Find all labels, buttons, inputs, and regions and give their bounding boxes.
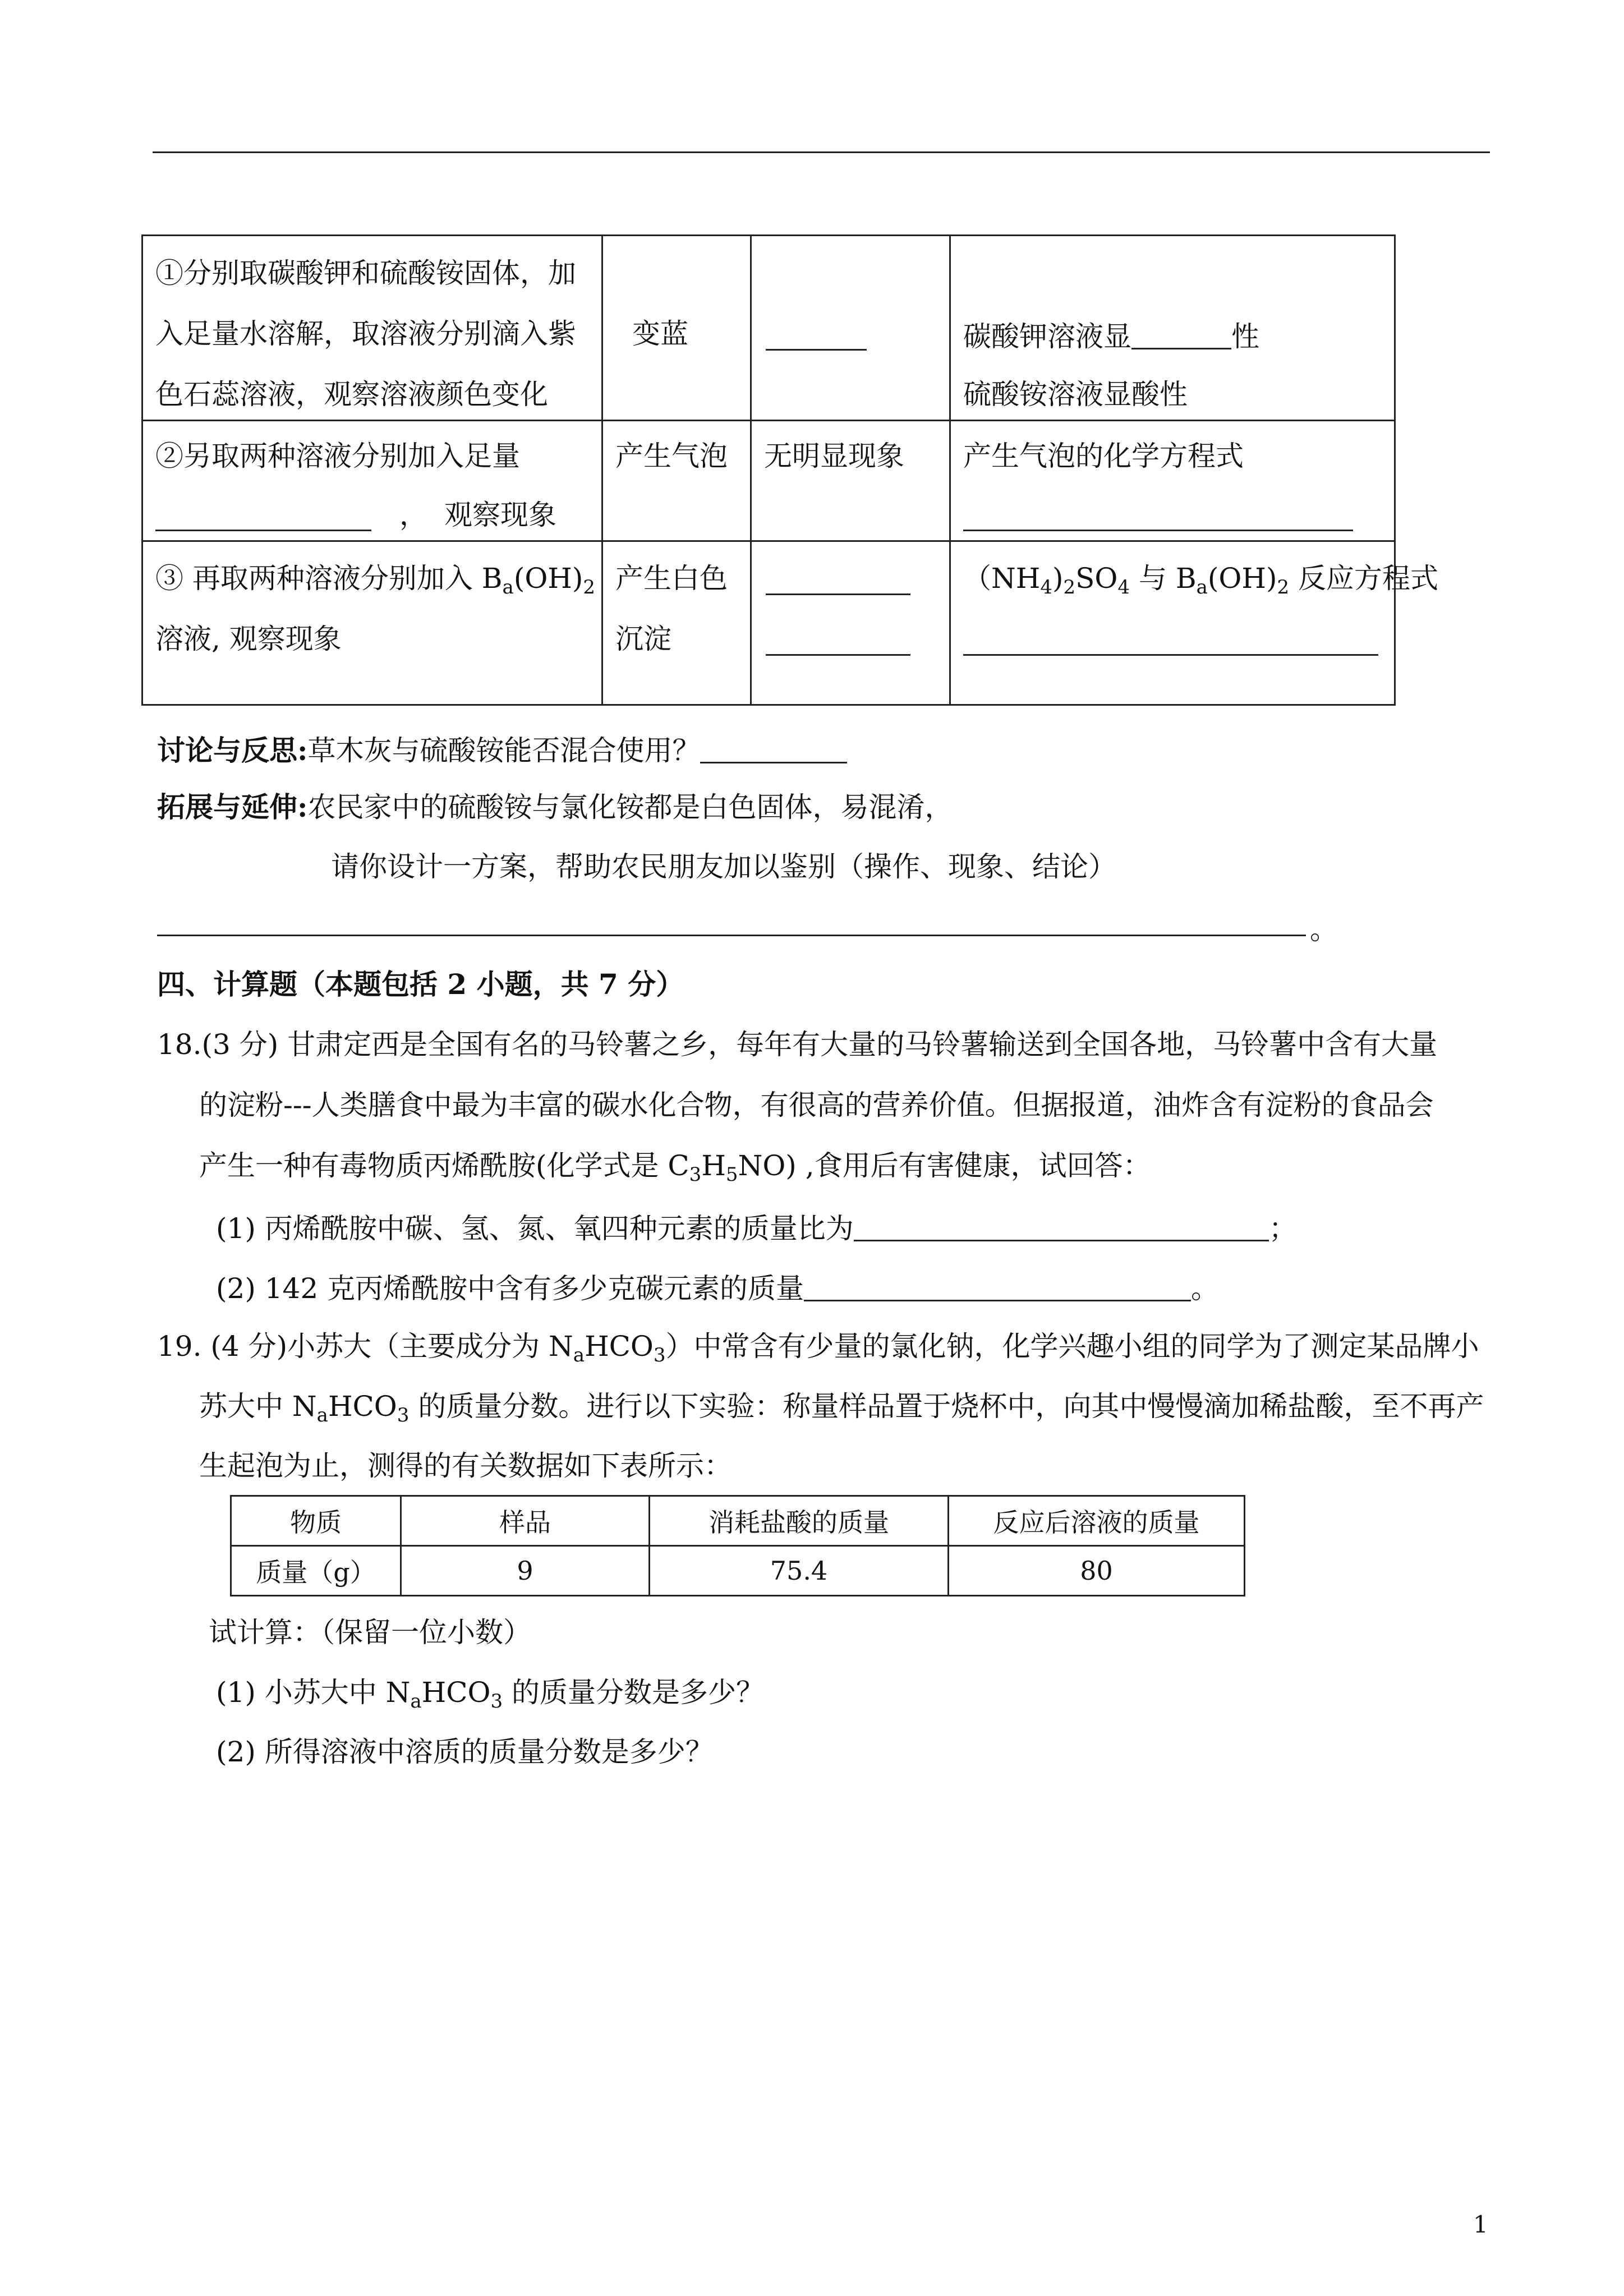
q19-l1-s3: 3 (653, 1344, 666, 1366)
extension-line1 (157, 790, 953, 823)
row3-c-sub2b: 2 (1277, 576, 1290, 599)
extension-answer-blank (157, 935, 1306, 936)
q18-sub1-text: (1) 丙烯酰胺中碳、氢、氮、氧四种元素的质量比为 (216, 1212, 854, 1245)
q18-formula-a: 产生一种有毒物质丙烯酰胺(化学式是 C (199, 1149, 689, 1182)
row3-procedure-line1 (155, 564, 595, 597)
row3-c-sub4: 4 (1040, 576, 1052, 599)
page-number: 1 (1473, 2211, 1488, 2238)
table-row (231, 1546, 1245, 1596)
q18-sub2-end: 。 (1191, 1272, 1220, 1305)
row1-procedure-line1: ①分别取碳酸钾和硫酸铵固体，加 (155, 257, 576, 289)
row3-k2co3-phenomenon-line1: 产生白色 (615, 562, 728, 595)
row3-sub-a: a (502, 576, 514, 599)
row2-comma: ， (399, 499, 427, 531)
q18-formula-b: NO) ,食用后有害健康，试回答： (738, 1149, 1151, 1182)
q19-sub1-b: HCO (421, 1676, 491, 1709)
row3-c-d: 与 B (1130, 562, 1197, 595)
table-header-cell: 样品 (401, 1496, 650, 1546)
q19-l1-a: 19. (4 分)小苏大（主要成分为 N (157, 1330, 573, 1363)
row2-reagent-blank (155, 530, 371, 531)
row3-c-b: ) (1052, 562, 1064, 595)
row3-k2co3-phenomenon-line2: 沉淀 (615, 623, 671, 655)
discussion-label: 讨论与反思: (157, 734, 308, 767)
discussion-text: 草木灰与硫酸铵能否混合使用？ (307, 734, 701, 767)
row1-conclusion-prefix: 碳酸钾溶液显 (963, 320, 1131, 353)
extension-label: 拓展与延伸: (157, 790, 308, 823)
q19-line3: 生起泡为止，测得的有关数据如下表所示： (199, 1450, 732, 1482)
q18-sub1-end: ； (1268, 1212, 1297, 1245)
q18-sub-3: 3 (689, 1163, 702, 1186)
q18-sub1 (216, 1212, 1297, 1243)
table-column-divider (601, 236, 603, 704)
table-header-cell: 物质 (231, 1496, 401, 1546)
q19-line2 (199, 1392, 1484, 1425)
q18-line2: 的淀粉---人类膳食中最为丰富的碳水化合物，有很高的营养价值。但据报道，油炸含有淀粉的食品会 (199, 1089, 1434, 1121)
q19-line1 (157, 1332, 1479, 1365)
table-header-cell: 消耗盐酸的质量 (650, 1496, 949, 1546)
extension-text-1: 农民家中的硫酸铵与氯化铵都是白色固体，易混淆， (307, 791, 953, 823)
q18-sub2-text: (2) 142 克丙烯酰胺中含有多少克碳元素的质量 (216, 1272, 804, 1305)
discussion-line (157, 734, 847, 765)
row3-procedure-line2: 溶液, 观察现象 (155, 623, 342, 655)
table-column-divider (750, 236, 752, 704)
q19-sub1-a: (1) 小苏大中 N (216, 1676, 411, 1709)
table-row-divider (143, 540, 1394, 542)
q18-sub2 (216, 1272, 1219, 1303)
q18-formula-h: H (701, 1149, 726, 1182)
q19-sub2: (2) 所得溶液中溶质的质量分数是多少？ (216, 1736, 714, 1768)
q18-line1: 18.(3 分) 甘肃定西是全国有名的马铃薯之乡，每年有大量的马铃薯输送到全国各地，马铃薯中含有大量 (157, 1028, 1438, 1061)
row3-equation-blank (963, 654, 1378, 656)
q19-l1-sa: a (573, 1344, 585, 1366)
row3-sub-2: 2 (583, 576, 596, 599)
q19-l1-b: HCO (585, 1330, 654, 1363)
row1-conclusion-suffix: 性 (1231, 320, 1259, 353)
row1-conclusion-line2: 硫酸铵溶液显酸性 (963, 378, 1188, 411)
row2-equation-blank (963, 530, 1353, 531)
q19-sub1 (216, 1678, 764, 1711)
row3-c-f: 反应方程式 (1289, 562, 1439, 595)
table-cell: 80 (949, 1546, 1245, 1596)
table-cell: 质量（g） (231, 1546, 401, 1596)
q19-l2-c: 的质量分数。进行以下实验：称量样品置于烧杯中，向其中慢慢滴加稀盐酸，至不再产 (409, 1390, 1484, 1423)
header-rule (153, 151, 1490, 153)
row1-conclusion-blank (1131, 320, 1231, 349)
q19-sub1-sa: a (410, 1690, 422, 1713)
q19-calc-instruction: 试计算：（保留一位小数） (209, 1616, 531, 1649)
extension-end-mark: 。 (1310, 913, 1338, 946)
row3-c-a: （NH (963, 562, 1041, 595)
row2-observe: 观察现象 (444, 499, 556, 531)
row3-nh4-phenomenon-blank (766, 593, 910, 595)
q18-line3 (199, 1149, 1151, 1186)
q19-l2-a: 苏大中 N (199, 1390, 317, 1423)
q19-sub1-s3: 3 (490, 1690, 503, 1713)
row3-c-suba: a (1196, 576, 1208, 599)
row3-procedure-prefix: ③ 再取两种溶液分别加入 B (155, 562, 503, 595)
row3-conclusion (963, 564, 1438, 597)
row1-procedure-line2: 入足量水溶解，取溶液分别滴入紫 (155, 318, 576, 350)
q19-l2-b: HCO (328, 1390, 397, 1423)
row3-oh: (OH) (513, 562, 583, 595)
q19-l2-sa: a (316, 1404, 328, 1427)
table-column-divider (949, 236, 951, 704)
row2-k2co3-phenomenon: 产生气泡 (615, 440, 728, 472)
q19-data-table (230, 1495, 1245, 1596)
extension-line2: 请你设计一方案，帮助农民朋友加以鉴别（操作、现象、结论） (331, 850, 1116, 883)
q18-sub2-blank (804, 1272, 1191, 1301)
row3-c-e: (OH) (1207, 562, 1277, 595)
row2-conclusion: 产生气泡的化学方程式 (963, 440, 1244, 472)
table-row (231, 1496, 1245, 1546)
row2-procedure-line1: ②另取两种溶液分别加入足量 (155, 440, 520, 472)
q19-sub1-c: 的质量分数是多少？ (503, 1676, 765, 1709)
table-cell: 9 (401, 1546, 650, 1596)
q19-l2-s3: 3 (397, 1404, 410, 1427)
row1-procedure-line3: 色石蕊溶液，观察溶液颜色变化 (155, 378, 548, 411)
q18-sub-5: 5 (725, 1163, 738, 1186)
q19-l1-c: ）中常含有少量的氯化钠，化学兴趣小组的同学为了测定某品牌小 (665, 1330, 1479, 1363)
row2-nh4-phenomenon: 无明显现象 (764, 440, 904, 472)
discussion-blank (700, 734, 847, 763)
table-row-divider (143, 420, 1394, 421)
q18-sub1-blank (854, 1212, 1269, 1241)
row1-nh4-phenomenon-blank (766, 349, 867, 351)
row3-c-c: SO (1075, 562, 1118, 595)
row3-nh4-phenomenon-blank-2 (766, 654, 910, 656)
table-header-cell: 反应后溶液的质量 (949, 1496, 1245, 1546)
row1-k2co3-phenomenon: 变蓝 (632, 318, 688, 350)
row3-c-sub4b: 4 (1117, 576, 1130, 599)
table-cell: 75.4 (650, 1546, 949, 1596)
row3-c-sub2: 2 (1063, 576, 1076, 599)
section4-title: 四、计算题（本题包括 2 小题，共 7 分） (157, 968, 684, 1001)
row1-conclusion-line1 (963, 320, 1259, 351)
